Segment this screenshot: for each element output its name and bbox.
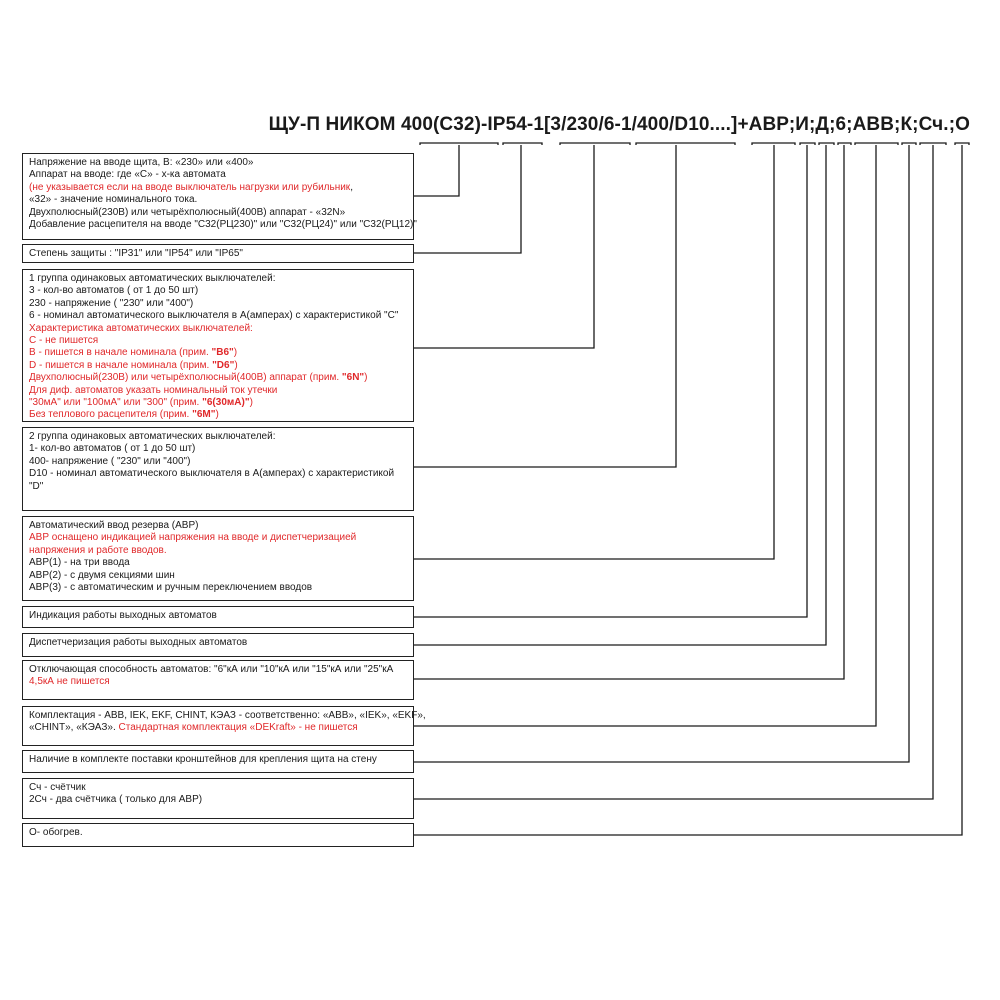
legend-line xyxy=(29,722,407,734)
legend-text: Добавление расцепителя на вводе "С32(РЦ230)" или "С32(РЦ24)" или "С32(РЦ12)" xyxy=(29,219,417,231)
legend-line xyxy=(29,182,407,194)
connector-group2 xyxy=(414,145,676,467)
bracket-d xyxy=(819,143,834,145)
legend-text: 4,5кА не пишется xyxy=(29,676,110,688)
legend-example: "6М" xyxy=(192,409,216,421)
bracket-group1 xyxy=(560,143,630,145)
legend-line xyxy=(29,298,407,310)
legend-box-dispatch xyxy=(22,633,414,657)
bracket-k xyxy=(902,143,916,145)
legend-line xyxy=(29,520,407,532)
legend-box-avr xyxy=(22,516,414,601)
legend-example: "В6" xyxy=(211,347,234,359)
legend-text: D - пишется в начале номинала (прим. xyxy=(29,359,213,371)
bracket-sch xyxy=(920,143,946,145)
bracket-o xyxy=(955,143,969,145)
legend-line xyxy=(29,710,426,722)
legend-tail: ) xyxy=(249,397,253,409)
legend-text: Наличие в комплекте поставки кронштейнов для крепления щита на стену xyxy=(29,754,377,765)
legend-text: 6 - номинал автоматического выключателя в А(амперах) с характеристикой "С" xyxy=(29,310,399,322)
bracket-ip xyxy=(503,143,542,145)
legend-box-group1 xyxy=(22,269,414,422)
legend-text: Двухполюсный(230В) или четырёхполюсный(400В) аппарат (прим. xyxy=(29,372,342,384)
legend-text: «32» - значение номинального тока. xyxy=(29,194,198,206)
legend-line xyxy=(29,545,407,557)
legend-tail: ) xyxy=(215,409,219,421)
connector-ip xyxy=(414,145,521,253)
legend-line xyxy=(29,385,407,397)
legend-text: Без теплового расцепителя (прим. xyxy=(29,409,193,421)
legend-line xyxy=(29,456,407,468)
legend-line xyxy=(29,194,407,206)
legend-text: Характеристика автоматических выключателей: xyxy=(29,322,253,334)
legend-tail: ) xyxy=(364,372,368,384)
legend-box-input xyxy=(22,153,417,240)
legend-text: О- обогрев. xyxy=(29,827,83,838)
legend-tail: ) xyxy=(234,359,238,371)
legend-text: 1- кол-во автоматов ( от 1 до 50 шт) xyxy=(29,443,196,455)
legend-box-ip xyxy=(22,244,414,263)
legend-example: "6(30мА)" xyxy=(202,397,250,409)
connector-input xyxy=(414,145,459,196)
legend-line xyxy=(29,754,407,766)
legend-text: Индикация работы выходных автоматов xyxy=(29,610,217,621)
legend-text: 230 - напряжение ( "230" или "400") xyxy=(29,297,194,309)
legend-line xyxy=(29,468,407,480)
legend-text: Отключающая способность автоматов: "6"кА или "10"кА или "15"кА или "25"кА xyxy=(29,664,394,675)
product-code-title: ЩУ-П НИКОМ 400(С32)-IP54-1[3/230/6-1/400/D10....]+АВР;И;Д;6;АВВ;К;Сч.;О xyxy=(268,114,970,135)
legend-box-brackets xyxy=(22,750,414,773)
legend-example: "6N" xyxy=(341,372,365,384)
legend-line xyxy=(29,169,407,181)
legend-text: С - не пишется xyxy=(29,335,99,347)
bracket-avr xyxy=(752,143,795,145)
legend-text: "30мА" или "100мА" или "300" (прим. xyxy=(29,397,203,409)
legend-line xyxy=(29,532,407,544)
connector-meter xyxy=(414,145,933,799)
connector-dispatch xyxy=(414,145,826,645)
legend-text: «CHINT», «КЭАЗ». xyxy=(29,722,119,734)
legend-line xyxy=(29,664,407,676)
legend-line xyxy=(29,157,407,169)
legend-tail: , xyxy=(350,181,353,193)
legend-text: 2 группа одинаковых автоматических выключателей: xyxy=(29,431,276,442)
legend-text: 3 - кол-во автоматов ( от 1 до 50 шт) xyxy=(29,285,199,297)
bracket-input xyxy=(420,143,498,145)
legend-text: Автоматический ввод резерва (АВР) xyxy=(29,520,199,531)
legend-line xyxy=(29,347,407,359)
legend-line xyxy=(29,782,407,794)
legend-text: АВР оснащено индикацией напряжения на вводе и диспетчеризацией xyxy=(29,532,357,544)
legend-line xyxy=(29,409,407,421)
legend-text: 1 группа одинаковых автоматических выключателей: xyxy=(29,273,276,284)
legend-text: "D" xyxy=(29,480,44,492)
legend-line xyxy=(29,443,407,455)
bracket-6 xyxy=(838,143,851,145)
legend-line xyxy=(29,570,407,582)
legend-text: Напряжение на вводе щита, В: «230» или «400» xyxy=(29,157,254,168)
legend-text: Диспетчеризация работы выходных автоматов xyxy=(29,637,248,648)
legend-text: напряжения и работе вводов. xyxy=(29,544,167,556)
legend-text: (не указывается если на вводе выключатель нагрузки или рубильник xyxy=(29,181,351,193)
legend-text: АВР(2) - с двумя секциями шин xyxy=(29,569,175,581)
legend-line xyxy=(29,794,407,806)
connector-breaking xyxy=(414,145,844,679)
legend-line xyxy=(29,431,407,443)
legend-line xyxy=(29,610,407,622)
legend-box-breaking xyxy=(22,660,414,700)
legend-text: Комплектация - ABB, IEK, EKF, CHINT, КЭАЗ - соответственно: «ABB», «IEK», «EKF», xyxy=(29,710,426,721)
bracket-group2 xyxy=(636,143,735,145)
legend-note: Стандартная комплектация «DEKraft» - не пишется xyxy=(118,722,358,734)
connector-heating xyxy=(414,145,962,835)
legend-box-indication xyxy=(22,606,414,628)
legend-box-meter xyxy=(22,778,414,819)
legend-line xyxy=(29,827,407,839)
legend-text: АВР(1) - на три ввода xyxy=(29,557,130,569)
legend-line xyxy=(29,397,407,409)
legend-example: "D6" xyxy=(212,359,235,371)
legend-text: Двухполюсный(230В) или четырёхполюсный(400В) аппарат - «32N» xyxy=(29,206,346,218)
legend-text: Степень защиты : "IP31" или "IP54" или "IP65" xyxy=(29,248,243,259)
legend-text: АВР(3) - с автоматическим и ручным переключением вводов xyxy=(29,582,313,594)
legend-text: Для диф. автоматов указать номинальный ток утечки xyxy=(29,384,278,396)
legend-line xyxy=(29,676,407,688)
legend-line xyxy=(29,360,407,372)
legend-line xyxy=(29,248,407,260)
legend-line xyxy=(29,582,407,594)
legend-line xyxy=(29,637,407,649)
legend-box-brand xyxy=(22,706,426,746)
legend-text: D10 - номинал автоматического выключателя в А(амперах) с характеристикой xyxy=(29,468,395,480)
legend-line xyxy=(29,219,417,231)
legend-tail: ) xyxy=(233,347,238,359)
legend-line xyxy=(29,273,407,285)
connector-brackets xyxy=(414,145,909,762)
bracket-abb xyxy=(855,143,898,145)
legend-line xyxy=(29,207,407,219)
legend-text: 2Сч - два счётчика ( только для АВР) xyxy=(29,794,203,806)
legend-line xyxy=(29,285,407,297)
legend-line xyxy=(29,372,407,384)
legend-line xyxy=(29,310,407,322)
connector-indication xyxy=(414,145,807,617)
legend-line xyxy=(29,557,407,569)
connector-group1 xyxy=(414,145,594,348)
legend-line xyxy=(29,335,407,347)
bracket-i xyxy=(800,143,815,145)
legend-line xyxy=(29,481,407,493)
legend-text: Аппарат на вводе: где «С» - х-ка автомата xyxy=(29,169,226,181)
legend-box-heating xyxy=(22,823,414,847)
legend-text: Сч - счётчик xyxy=(29,782,86,793)
legend-text: В - пишется в начале номинала (прим. xyxy=(29,347,212,359)
legend-text: 400- напряжение ( "230" или "400") xyxy=(29,455,191,467)
legend-box-group2 xyxy=(22,427,414,511)
legend-line xyxy=(29,323,407,335)
